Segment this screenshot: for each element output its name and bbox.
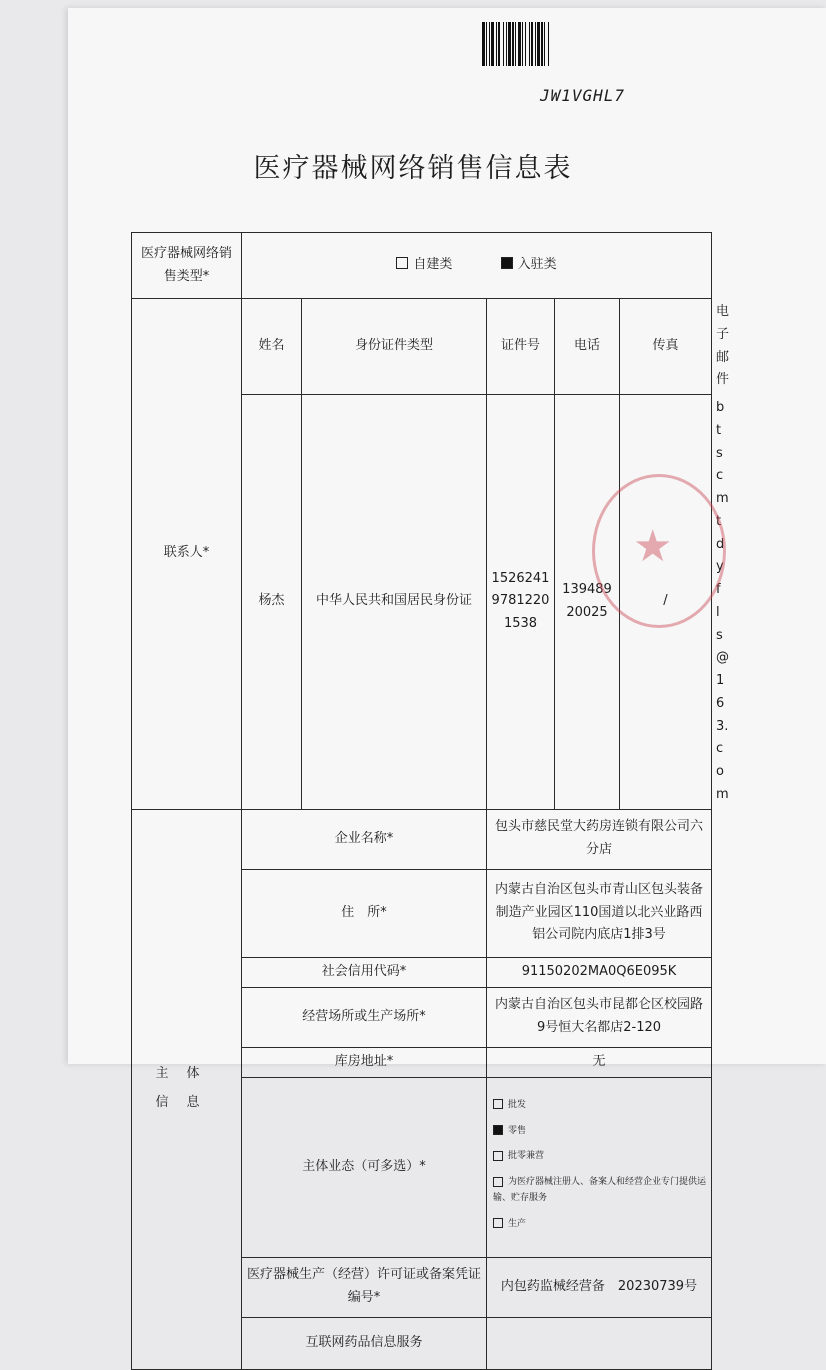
contact-id-number: 152624197812201538 xyxy=(487,395,555,810)
warehouse-label: 库房地址* xyxy=(242,1047,487,1077)
business-type-options xyxy=(487,1077,712,1257)
option-settled[interactable]: 入驻类 xyxy=(501,257,557,272)
credit-code-value: 91150202MA0Q6E095K xyxy=(487,957,712,987)
header-fax: 传真 xyxy=(620,299,712,395)
address-label: 住 所* xyxy=(242,869,487,957)
business-type-label: 主体业态（可多选）* xyxy=(242,1077,487,1257)
barcode-bar xyxy=(549,22,551,66)
checkbox-icon xyxy=(493,1218,503,1228)
contact-name: 杨杰 xyxy=(242,395,302,810)
info-table xyxy=(131,232,712,1370)
header-id-number: 证件号 xyxy=(487,299,555,395)
entity-section-label: 主体信息 xyxy=(132,809,242,1369)
checkbox-icon xyxy=(493,1099,503,1109)
option-production[interactable]: 生产 xyxy=(493,1217,707,1233)
checkbox-icon xyxy=(396,257,408,269)
red-seal-stamp xyxy=(592,474,726,628)
checkbox-checked-icon xyxy=(501,257,513,269)
header-phone: 电话 xyxy=(555,299,620,395)
page-title: 医疗器械网络销售信息表 xyxy=(253,153,573,184)
contact-fax: / xyxy=(620,395,712,810)
license-label: 医疗器械生产（经营）许可证或备案凭证编号* xyxy=(242,1257,487,1317)
barcode-text: JW1VGHL7 xyxy=(540,86,626,105)
entity-row xyxy=(132,809,712,869)
company-name-value: 包头市慈民堂大药房连锁有限公司六分店 xyxy=(487,809,712,869)
barcode xyxy=(482,22,668,66)
option-self-built[interactable]: 自建类 xyxy=(396,257,452,272)
sales-type-row xyxy=(132,233,712,299)
address-value: 内蒙古自治区包头市青山区包头装备制造产业园区110国道以北兴业路西铝公司院内底店1排3号 xyxy=(487,869,712,957)
business-site-value: 内蒙古自治区包头市昆都仑区校园路9号恒大名都店2-120 xyxy=(487,987,712,1047)
option-wholesale-retail[interactable]: 批零兼营 xyxy=(493,1149,707,1165)
sales-type-options xyxy=(242,233,712,299)
internet-service-label: 互联网药品信息服务 xyxy=(242,1317,487,1369)
header-name: 姓名 xyxy=(242,299,302,395)
checkbox-icon xyxy=(493,1151,503,1161)
option-retail[interactable]: 零售 xyxy=(493,1124,707,1140)
option-wholesale[interactable]: 批发 xyxy=(493,1098,707,1114)
contact-header-row xyxy=(132,299,712,395)
contact-phone: 13948920025 xyxy=(555,395,620,810)
credit-code-label: 社会信用代码* xyxy=(242,957,487,987)
checkbox-icon xyxy=(493,1177,503,1187)
header-id-type: 身份证件类型 xyxy=(302,299,487,395)
sales-type-label: 医疗器械网络销售类型* xyxy=(132,233,242,299)
internet-service-value xyxy=(487,1317,712,1369)
business-site-label: 经营场所或生产场所* xyxy=(242,987,487,1047)
checkbox-checked-icon xyxy=(493,1125,503,1135)
contact-id-type: 中华人民共和国居民身份证 xyxy=(302,395,487,810)
company-name-label: 企业名称* xyxy=(242,809,487,869)
contact-label: 联系人* xyxy=(132,299,242,810)
license-value: 内包药监械经营备 20230739号 xyxy=(487,1257,712,1317)
warehouse-value: 无 xyxy=(487,1047,712,1077)
option-transport-storage[interactable]: 为医疗器械注册人、备案人和经营企业专门提供运输、贮存服务 xyxy=(493,1177,707,1203)
